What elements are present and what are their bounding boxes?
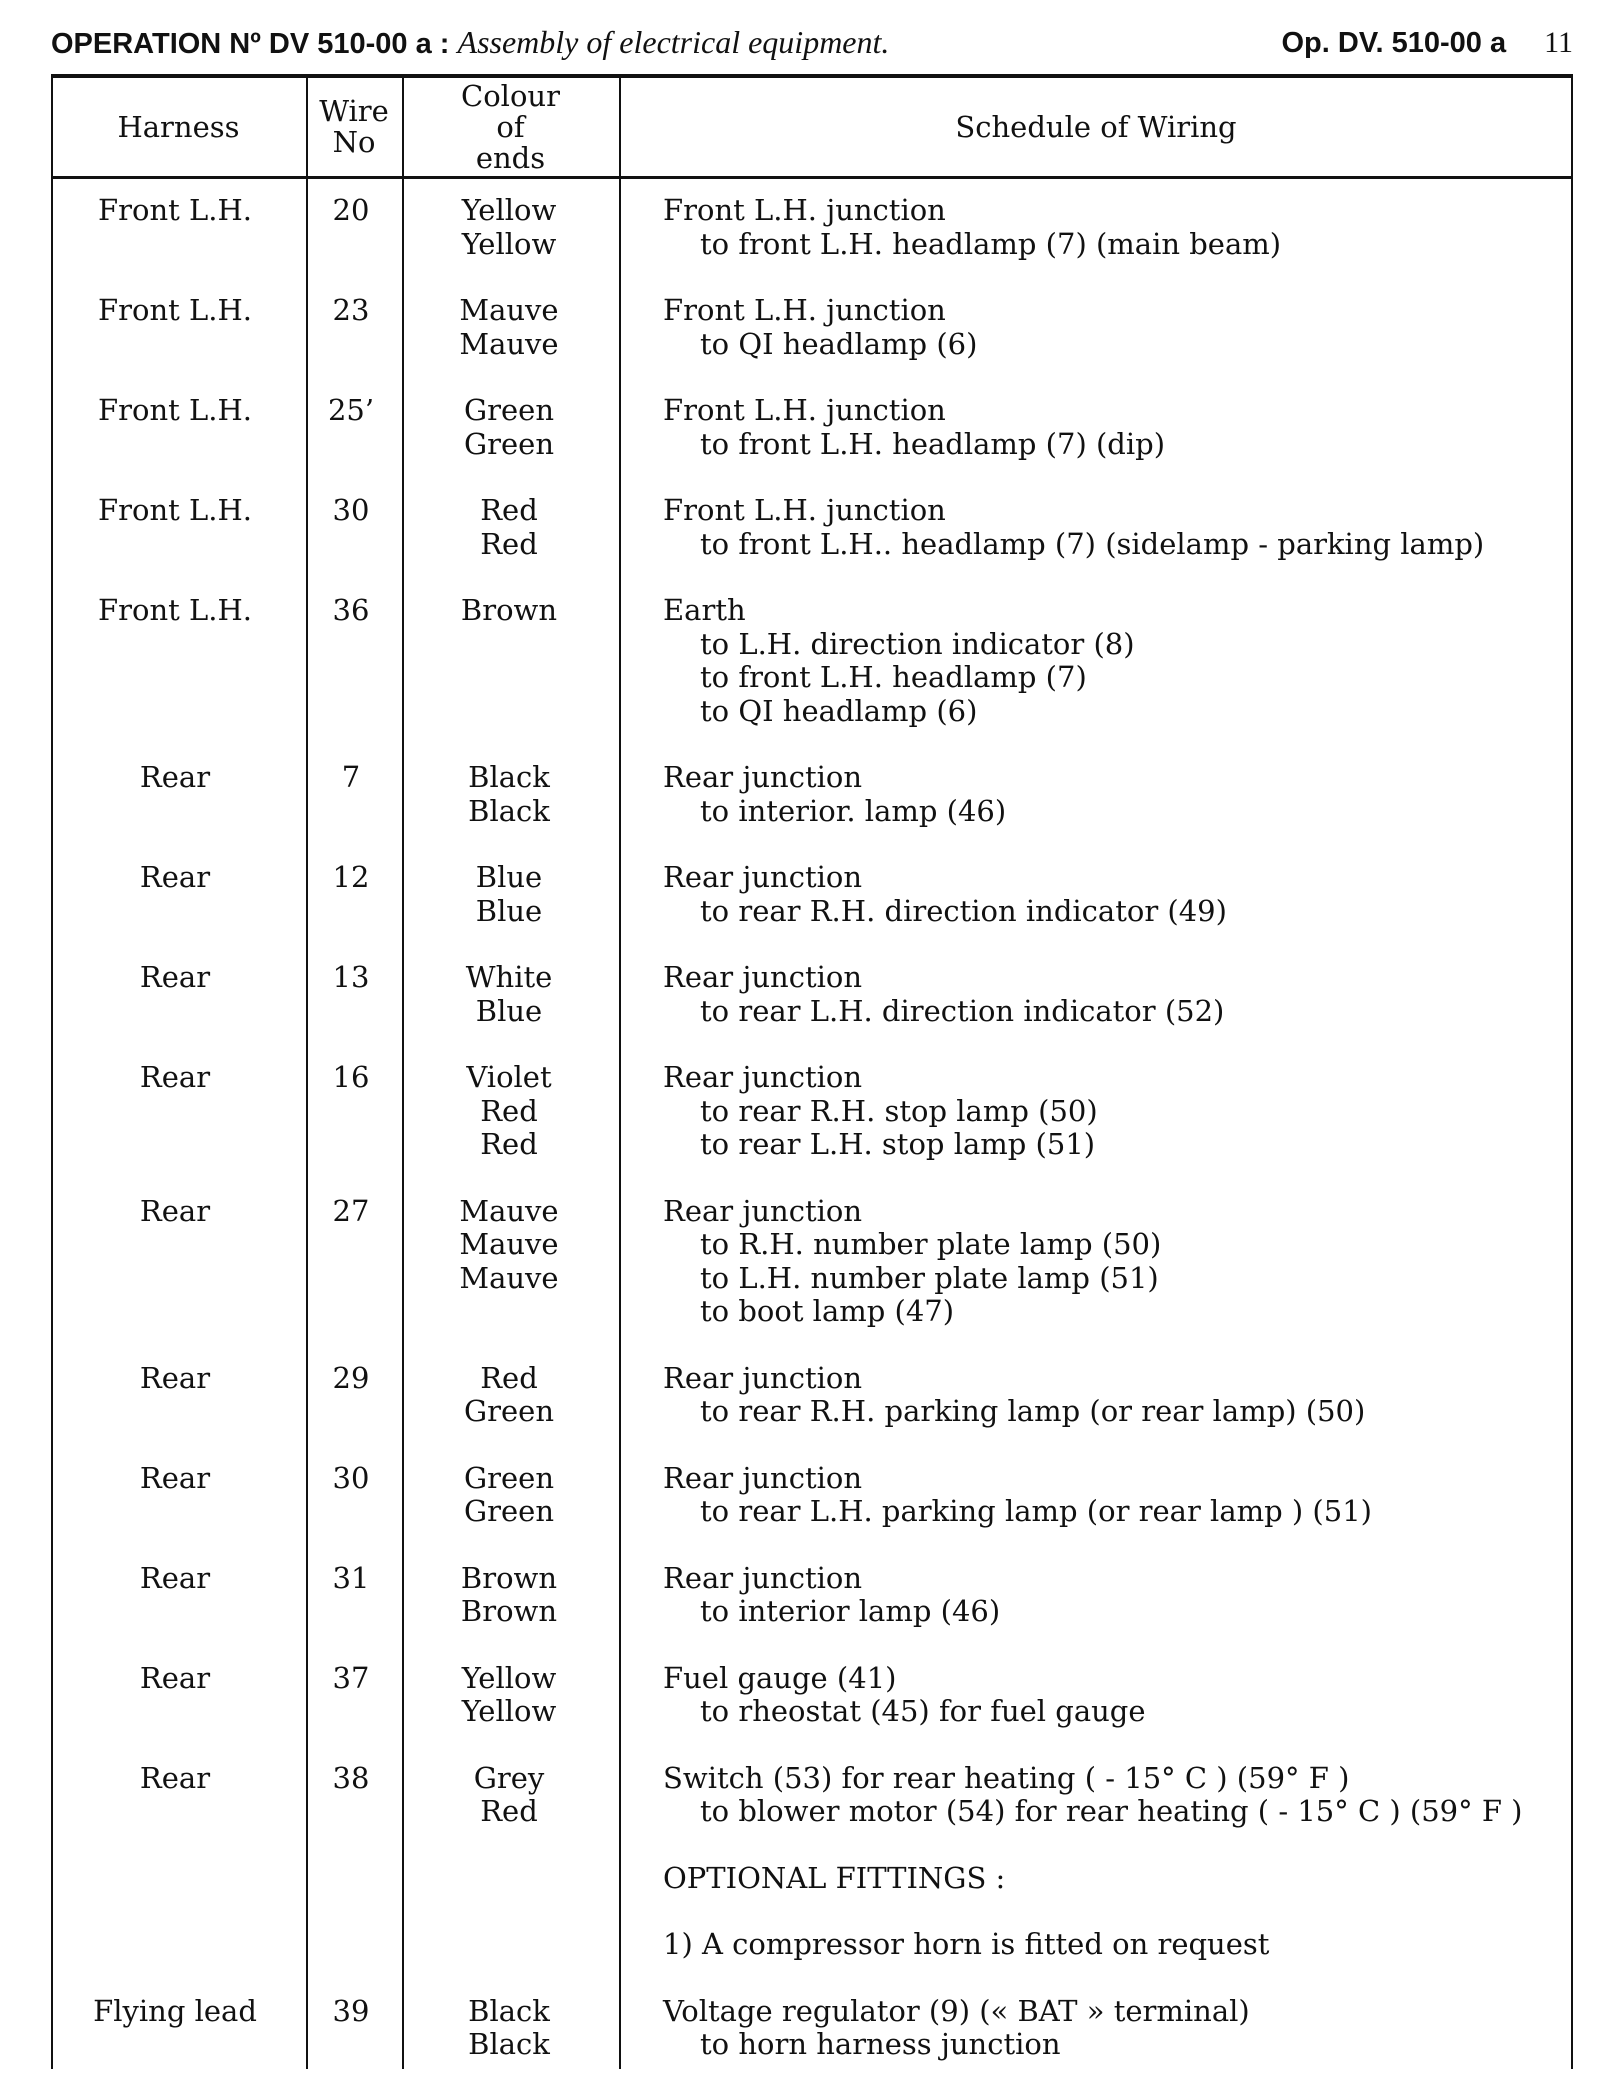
- colour-of-end: Mauve: [459, 1227, 559, 1261]
- colour-cell: [404, 1662, 614, 1729]
- wire-number-cell: 12: [332, 860, 370, 894]
- schedule-cell: [663, 861, 1563, 928]
- schedule-source: Rear junction: [663, 1560, 863, 1595]
- wire-number-cell: 31: [332, 1560, 370, 1595]
- schedule-source: 1) A compressor horn is fitted on request: [663, 1927, 1270, 1961]
- wire-number-cell: 16: [332, 1060, 370, 1094]
- colour-of-end: Brown: [460, 1560, 558, 1595]
- table-row: [51, 1862, 1573, 1896]
- colour-of-end: Mauve: [459, 1260, 559, 1295]
- colour-cell: [404, 1362, 614, 1429]
- colour-cell: [404, 961, 614, 1028]
- schedule-source: Front L.H. junction: [663, 393, 946, 427]
- operation-reference: Op. DV. 510-00 a: [1281, 27, 1507, 59]
- colour-of-end: Red: [480, 493, 538, 527]
- column-header-colour-of-ends: Colour of ends: [461, 78, 560, 175]
- wire-number-cell: 30: [332, 1460, 370, 1495]
- colour-of-end: Yellow: [461, 1660, 557, 1695]
- colour-of-end: Violet: [466, 1060, 552, 1094]
- schedule-destination: to rear L.H. stop lamp (51): [700, 1127, 1096, 1161]
- table-row: [51, 1061, 1573, 1162]
- colour-of-end: Red: [480, 526, 538, 561]
- wire-number-cell: 37: [332, 1660, 370, 1695]
- harness-cell: Rear: [139, 1560, 211, 1595]
- colour-of-end: Red: [480, 1794, 538, 1828]
- colour-of-end: Mauve: [459, 293, 559, 327]
- schedule-cell: [663, 761, 1563, 828]
- colour-cell: [404, 861, 614, 928]
- colour-of-end: Mauve: [459, 326, 559, 361]
- colour-of-end: Green: [463, 1394, 555, 1428]
- schedule-destination: to rear R.H. parking lamp (or rear lamp) (50): [700, 1394, 1366, 1428]
- schedule-destination: to interior. lamp (46): [700, 793, 1007, 828]
- schedule-cell: [663, 1862, 1563, 1896]
- table-row: [51, 594, 1573, 728]
- wire-number-cell: 29: [332, 1360, 370, 1395]
- colour-of-end: Brown: [460, 593, 558, 627]
- column-header-wire-no: Wire No: [319, 94, 389, 159]
- column-header-schedule-of-wiring: Schedule of Wiring: [955, 109, 1237, 144]
- schedule-cell: [663, 294, 1563, 361]
- wire-number-cell: 23: [332, 293, 370, 327]
- colour-cell: [404, 1762, 614, 1829]
- schedule-destination: to L.H. direction indicator (8): [700, 626, 1135, 661]
- page-number: 11: [1544, 26, 1573, 59]
- table-row: [51, 1362, 1573, 1429]
- schedule-cell: [663, 1462, 1563, 1529]
- schedule-destination: to rheostat (45) for fuel gauge: [700, 1694, 1146, 1728]
- table-body: [51, 194, 1573, 2095]
- column-header-harness: Harness: [117, 109, 240, 144]
- schedule-destination: to blower motor (54) for rear heating ( - 15° C ) (59° F ): [700, 1794, 1523, 1828]
- table-row: [51, 294, 1573, 361]
- wiring-schedule-table: [51, 74, 1573, 2069]
- schedule-destination: to front L.H.. headlamp (7) (sidelamp - parking lamp): [700, 526, 1485, 561]
- schedule-destination: to horn harness junction: [700, 2027, 1061, 2061]
- colour-of-end: Black: [468, 793, 550, 828]
- schedule-source: Switch (53) for rear heating ( - 15° C ) (59° F ): [663, 1760, 1350, 1795]
- operation-title: Assembly of electrical equipment.: [457, 24, 890, 60]
- harness-cell: Rear: [139, 860, 211, 894]
- page-header: [51, 20, 1573, 64]
- colour-of-end: Green: [463, 1460, 555, 1495]
- schedule-cell: [663, 961, 1563, 1028]
- harness-cell: Rear: [139, 1660, 211, 1695]
- harness-cell: Rear: [139, 1360, 211, 1395]
- table-row: [51, 1928, 1573, 1962]
- colour-cell: [404, 294, 614, 361]
- schedule-cell: [663, 394, 1563, 461]
- harness-cell: Rear: [139, 960, 211, 994]
- wire-number-cell: 20: [332, 193, 370, 227]
- schedule-cell: [663, 1195, 1563, 1329]
- schedule-source: Rear junction: [663, 1360, 863, 1395]
- schedule-cell: [663, 1928, 1563, 1962]
- schedule-destination: to rear R.H. direction indicator (49): [700, 893, 1227, 928]
- schedule-destination: to QI headlamp (6): [700, 326, 978, 361]
- colour-of-end: White: [465, 960, 553, 994]
- colour-of-end: Green: [463, 426, 555, 461]
- header-right: [1282, 20, 1574, 65]
- schedule-source: Rear junction: [663, 1460, 863, 1495]
- colour-cell: [404, 394, 614, 461]
- schedule-cell: [663, 1562, 1563, 1629]
- colour-of-end: Blue: [475, 893, 543, 928]
- colour-cell: [404, 494, 614, 561]
- harness-cell: Rear: [139, 1460, 211, 1495]
- schedule-destination: to QI headlamp (6): [700, 693, 978, 728]
- table-row: [51, 961, 1573, 1028]
- colour-of-end: Yellow: [461, 226, 557, 261]
- schedule-source: Rear junction: [663, 1060, 863, 1094]
- colour-of-end: Red: [480, 1127, 538, 1161]
- wire-number-cell: 27: [332, 1193, 370, 1228]
- harness-cell: Rear: [139, 760, 211, 794]
- schedule-destination: to R.H. number plate lamp (50): [700, 1227, 1162, 1261]
- schedule-source: Front L.H. junction: [663, 493, 946, 527]
- operation-number: OPERATION Nº DV 510-00 a: [51, 28, 432, 60]
- colour-of-end: Green: [463, 1494, 555, 1528]
- colour-of-end: Red: [480, 1360, 538, 1395]
- schedule-destination: to front L.H. headlamp (7): [700, 660, 1087, 694]
- schedule-source: Fuel gauge (41): [663, 1660, 897, 1695]
- colour-of-end: Black: [468, 1993, 550, 2028]
- harness-cell: Front L.H.: [98, 293, 252, 327]
- harness-cell: Front L.H.: [98, 193, 252, 227]
- schedule-destination: to L.H. number plate lamp (51): [700, 1260, 1159, 1295]
- colour-of-end: Blue: [475, 993, 543, 1028]
- wire-number-cell: 39: [332, 1993, 370, 2028]
- schedule-destination: to front L.H. headlamp (7) (dip): [700, 426, 1166, 461]
- schedule-source: Rear junction: [663, 760, 863, 794]
- table-row: [51, 1662, 1573, 1729]
- colour-of-end: Black: [468, 760, 550, 794]
- table-row: [51, 1462, 1573, 1529]
- wire-number-cell: 30: [332, 493, 370, 527]
- harness-cell: Rear: [139, 1760, 211, 1795]
- schedule-source: Front L.H. junction: [663, 193, 946, 227]
- colour-of-end: Black: [468, 2027, 550, 2061]
- harness-cell: Rear: [139, 1193, 211, 1228]
- colour-of-end: Blue: [475, 860, 543, 894]
- schedule-cell: [663, 1762, 1563, 1829]
- schedule-cell: [663, 494, 1563, 561]
- colour-of-end: Green: [463, 393, 555, 427]
- colour-of-end: Mauve: [459, 1193, 559, 1228]
- colour-cell: [404, 761, 614, 828]
- schedule-cell: [663, 1995, 1563, 2062]
- schedule-cell: [663, 1061, 1563, 1162]
- colour-cell: [404, 1195, 614, 1296]
- schedule-destination: to boot lamp (47): [700, 1294, 955, 1328]
- wire-number-cell: 38: [332, 1760, 370, 1795]
- colour-of-end: Yellow: [461, 193, 557, 227]
- wire-number-cell: 7: [341, 760, 361, 794]
- wire-number-cell: 25’: [327, 393, 375, 427]
- colour-cell: [404, 1061, 614, 1162]
- colour-cell: [404, 1995, 614, 2062]
- colour-cell: [404, 1562, 614, 1629]
- table-row: [51, 1995, 1573, 2062]
- schedule-destination: to interior lamp (46): [700, 1594, 1001, 1628]
- schedule-source: Earth: [663, 593, 746, 627]
- harness-cell: Rear: [139, 1060, 211, 1094]
- harness-cell: Front L.H.: [98, 393, 252, 427]
- table-row: [51, 494, 1573, 561]
- colour-cell: [404, 1462, 614, 1529]
- schedule-source: OPTIONAL FITTINGS :: [663, 1860, 1006, 1895]
- table-row: [51, 761, 1573, 828]
- colour-of-end: Brown: [460, 1594, 558, 1628]
- table-row: [51, 194, 1573, 261]
- colour-cell: [404, 194, 614, 261]
- colour-of-end: Red: [480, 1093, 538, 1128]
- colour-of-end: Yellow: [461, 1694, 557, 1728]
- table-row: [51, 1195, 1573, 1329]
- schedule-destination: to front L.H. headlamp (7) (main beam): [700, 226, 1282, 261]
- colour-of-end: Grey: [473, 1760, 545, 1795]
- table-row: [51, 394, 1573, 461]
- schedule-cell: [663, 594, 1563, 728]
- schedule-cell: [663, 1662, 1563, 1729]
- harness-cell: Front L.H.: [98, 593, 252, 627]
- schedule-cell: [663, 1362, 1563, 1429]
- schedule-destination: to rear L.H. parking lamp (or rear lamp ) (51): [700, 1494, 1372, 1528]
- harness-cell: Front L.H.: [98, 493, 252, 527]
- colour-cell: [404, 594, 614, 628]
- header-colon: :: [431, 28, 458, 60]
- schedule-source: Rear junction: [663, 960, 863, 994]
- schedule-destination: to rear R.H. stop lamp (50): [700, 1093, 1098, 1128]
- table-row: [51, 1762, 1573, 1829]
- wire-number-cell: 36: [332, 593, 370, 627]
- schedule-destination: to rear L.H. direction indicator (52): [700, 993, 1225, 1028]
- wire-number-cell: 13: [332, 960, 370, 994]
- table-header: [51, 78, 1573, 179]
- schedule-cell: [663, 194, 1563, 261]
- schedule-source: Front L.H. junction: [663, 293, 946, 327]
- table-row: [51, 1562, 1573, 1629]
- harness-cell: Flying lead: [93, 1993, 257, 2028]
- table-row: [51, 861, 1573, 928]
- schedule-source: Rear junction: [663, 1193, 863, 1228]
- schedule-source: Rear junction: [663, 860, 863, 894]
- schedule-source: Voltage regulator (9) (« BAT » terminal): [663, 1993, 1250, 2028]
